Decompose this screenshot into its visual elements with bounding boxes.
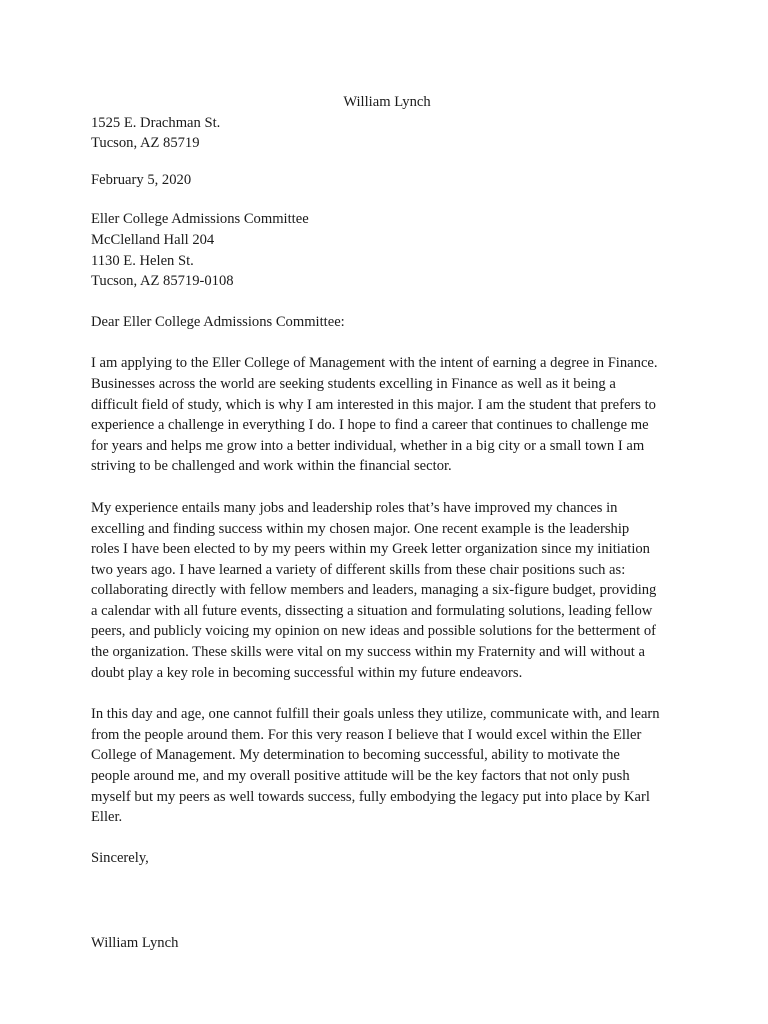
paragraph-line: myself but my peers as well towards success, fully embodying the legacy put into place by Karl <box>91 788 650 805</box>
paragraph-line: In this day and age, one cannot fulfill their goals unless they utilize, communicate with, and learn <box>91 706 660 723</box>
paragraph-line: doubt play a key role in becoming successful within my future endeavors. <box>91 664 523 681</box>
cover-letter <box>91 92 683 954</box>
sender-address <box>91 113 683 154</box>
paragraph-3 <box>91 704 683 828</box>
paragraph-line: two years ago. I have learned a variety of different skills from these chair positions such as: <box>91 561 626 578</box>
paragraph-line: peers, and publicly voicing my opinion on new ideas and possible solutions for the betterment of <box>91 623 656 640</box>
paragraph-line: collaborating directly with fellow members and leaders, managing a six-figure budget, providing <box>91 582 657 599</box>
paragraph-line: My experience entails many jobs and leadership roles that’s have improved my chances in <box>91 499 618 516</box>
signature <box>91 933 683 954</box>
sender-address-line: Tucson, AZ 85719 <box>91 135 200 152</box>
paragraph-line: striving to be challenged and work within the financial sector. <box>91 458 452 475</box>
paragraph-line: the organization. These skills were vital on my success within my Fraternity and will without a <box>91 644 645 661</box>
paragraph-line: I am applying to the Eller College of Management with the intent of earning a degree in Finance. <box>91 355 658 372</box>
closing-text: Sincerely, <box>91 849 149 866</box>
sender-address-line: 1525 E. Drachman St. <box>91 114 221 131</box>
paragraph-line: for years and helps me grow into a better individual, whether in a big city or a small town I am <box>91 437 645 454</box>
recipient-address <box>91 209 683 291</box>
sender-name: William Lynch <box>343 94 431 110</box>
salutation-text: Dear Eller College Admissions Committee: <box>91 313 345 330</box>
paragraph-line: College of Management. My determination to becoming successful, ability to motivate the <box>91 747 620 764</box>
paragraph-line: a calendar with all future events, dissecting a situation and formulating solutions, leading fellow <box>91 602 653 619</box>
recipient-line: 1130 E. Helen St. <box>91 252 194 269</box>
paragraph-line: Businesses across the world are seeking students excelling in Finance as well as it being a <box>91 375 616 392</box>
paragraph-line: difficult field of study, which is why I am interested in this major. I am the student that prefers to <box>91 396 656 413</box>
paragraph-line: experience a challenge in everything I do. I hope to find a career that continues to challenge me <box>91 417 649 434</box>
paragraph-line: from the people around them. For this very reason I believe that I would excel within the Eller <box>91 726 642 743</box>
recipient-line: McClelland Hall 204 <box>91 231 215 248</box>
paragraph-line: people around me, and my overall positive attitude will be the key factors that not only push <box>91 768 630 785</box>
letter-date <box>91 170 683 191</box>
paragraph-line: Eller. <box>91 809 123 826</box>
recipient-line: Eller College Admissions Committee <box>91 211 309 228</box>
paragraph-line: excelling and finding success within my chosen major. One recent example is the leadership <box>91 520 630 537</box>
recipient-line: Tucson, AZ 85719-0108 <box>91 273 234 290</box>
date-text: February 5, 2020 <box>91 171 192 188</box>
paragraph-2 <box>91 498 683 683</box>
paragraph-line: roles I have been elected to by my peers within my Greek letter organization since my initiation <box>91 541 650 558</box>
closing <box>91 848 683 869</box>
signature-name: William Lynch <box>91 935 179 952</box>
salutation <box>91 312 683 333</box>
paragraph-1 <box>91 353 683 477</box>
